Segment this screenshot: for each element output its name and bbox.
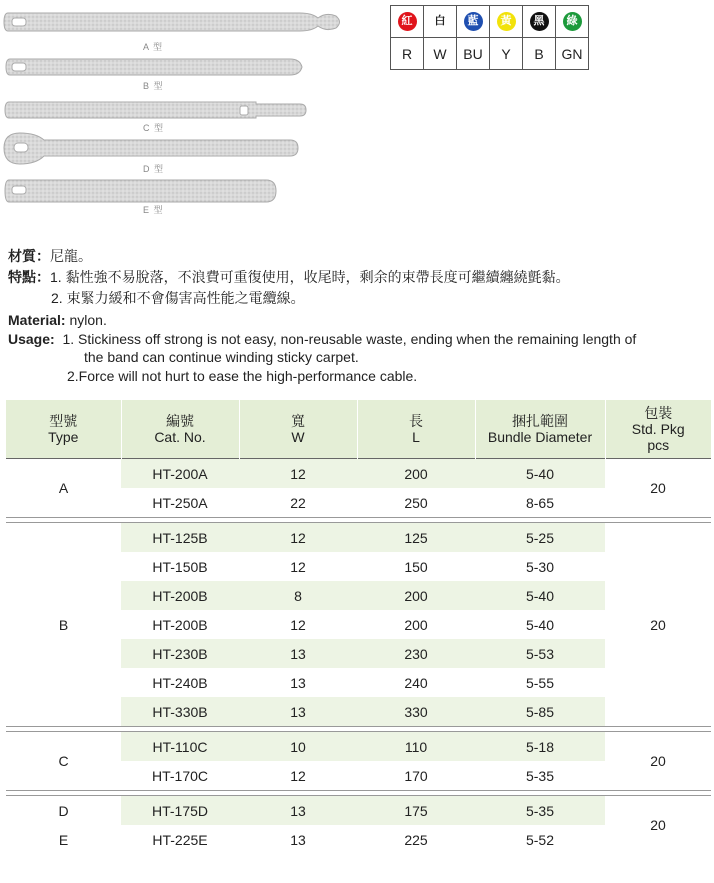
cell-l: 250 xyxy=(404,494,428,511)
strap-label-d: D 型 xyxy=(143,164,165,174)
cell-w: 12 xyxy=(239,459,357,489)
pkg-cell: 20 xyxy=(605,796,711,855)
type-cell: D xyxy=(6,796,121,826)
cell-w: 12 xyxy=(290,616,306,633)
cell-d: 5-52 xyxy=(525,831,555,848)
color-swatch-cell xyxy=(391,6,424,38)
material-cn-value: 尼龍。 xyxy=(50,248,92,264)
material-en-label: Material: xyxy=(8,312,66,328)
usage-en-line-2: 2.Force will not hurt to ease the high-performance cable. xyxy=(67,368,418,384)
cell-cat: HT-125B xyxy=(121,523,239,553)
spec-table xyxy=(6,400,711,854)
cell-cat: HT-330B xyxy=(121,697,239,727)
type-cell: E xyxy=(6,825,121,854)
color-code-cell: Y xyxy=(490,38,523,70)
cell-d: 5-85 xyxy=(475,697,605,727)
usage-en-line-1 xyxy=(8,330,636,348)
spec-header-cell xyxy=(239,400,357,459)
usage-en-line-1b: the band can continue winding sticky carpet. xyxy=(84,349,359,365)
cell-l: 150 xyxy=(404,558,428,575)
strap-label-a: A 型 xyxy=(143,42,164,52)
header-en: Bundle Diameter xyxy=(487,429,593,445)
header-cn: 編號 xyxy=(166,413,194,429)
color-swatch-cell xyxy=(556,6,589,38)
color-code-table xyxy=(390,5,589,70)
header-cn: 捆扎範圍 xyxy=(512,413,568,429)
strap-illustrations xyxy=(0,0,340,225)
cell-cat: HT-200B xyxy=(121,581,239,610)
cell-l: 200 xyxy=(357,581,475,610)
cell-w: 13 xyxy=(239,796,357,826)
material-cn-label: 材質： xyxy=(8,248,50,264)
pkg-cell: 20 xyxy=(605,732,711,791)
cell-cat: HT-110C xyxy=(121,732,239,762)
cell-cat: HT-240B xyxy=(152,674,208,691)
header-en-unit: pcs xyxy=(647,437,670,453)
cell-cat: HT-200B xyxy=(152,616,208,633)
spec-header-cell xyxy=(475,400,605,459)
header-en: Std. Pkg xyxy=(631,421,685,437)
cell-l: 110 xyxy=(357,732,475,762)
header-en: L xyxy=(412,429,420,445)
material-en-value: nylon. xyxy=(69,312,107,328)
table-row xyxy=(6,459,711,489)
color-code-cell: R xyxy=(391,38,424,70)
feature-cn-line-1 xyxy=(8,268,570,286)
cell-w: 13 xyxy=(290,674,306,691)
color-swatch-dot: 黑 xyxy=(530,12,549,31)
cell-d: 5-35 xyxy=(475,796,605,826)
pkg-cell: 20 xyxy=(605,459,711,518)
cell-d: 5-40 xyxy=(475,581,605,610)
cell-w: 22 xyxy=(290,494,306,511)
header-en: Cat. No. xyxy=(154,429,206,445)
cell-w: 10 xyxy=(239,732,357,762)
color-code-row xyxy=(391,38,589,70)
cell-l: 225 xyxy=(404,831,428,848)
color-code-cell: BU xyxy=(457,38,490,70)
color-swatch-dot: 黃 xyxy=(497,12,516,31)
cell-cat: HT-150B xyxy=(152,558,208,575)
color-swatch-dot: 綠 xyxy=(563,12,582,31)
feature-cn-1: 1. 黏性強不易脫落，不浪費可重復使用，收尾時，剩余的束帶長度可繼續纏繞氈黏。 xyxy=(50,269,570,285)
feature-cn-label: 特點： xyxy=(8,269,50,285)
type-cell: B xyxy=(6,523,121,727)
cell-d: 5-18 xyxy=(475,732,605,762)
cell-w: 8 xyxy=(239,581,357,610)
strap-drawings xyxy=(0,0,340,225)
cell-l: 240 xyxy=(404,674,428,691)
table-row xyxy=(6,796,711,826)
strap-a-drawing xyxy=(4,13,340,31)
cell-d: 5-40 xyxy=(525,616,555,633)
cell-cat: HT-200A xyxy=(121,459,239,489)
type-cell: A xyxy=(6,459,121,518)
cell-l: 175 xyxy=(357,796,475,826)
spec-header-row xyxy=(6,400,711,459)
cell-l: 125 xyxy=(357,523,475,553)
cell-l: 330 xyxy=(357,697,475,727)
color-code-cell: B xyxy=(523,38,556,70)
strap-label-e: E 型 xyxy=(143,205,164,215)
feature-cn-line-2: 2. 束緊力緩和不會傷害高性能之電纜線。 xyxy=(51,290,305,306)
cell-w: 12 xyxy=(239,523,357,553)
strap-c-drawing xyxy=(5,102,306,118)
cell-cat: HT-225E xyxy=(152,831,208,848)
material-en-line xyxy=(8,311,107,329)
color-code-cell: W xyxy=(424,38,457,70)
usage-en-1a: 1. Stickiness off strong is not easy, non-reusable waste, ending when the remaining length of xyxy=(62,331,637,347)
cell-w: 12 xyxy=(290,767,306,784)
type-cell: C xyxy=(6,732,121,791)
spec-body xyxy=(6,459,711,855)
cell-cat: HT-230B xyxy=(121,639,239,668)
color-swatch-cell xyxy=(424,6,457,38)
cell-d: 5-35 xyxy=(525,767,555,784)
strap-label-c: C 型 xyxy=(143,123,165,133)
spec-header-cell xyxy=(357,400,475,459)
spec-header-cell xyxy=(6,400,121,459)
cell-l: 200 xyxy=(357,459,475,489)
strap-e-drawing xyxy=(5,180,276,202)
strap-d-drawing xyxy=(4,133,298,164)
cell-d: 5-40 xyxy=(475,459,605,489)
header-en: W xyxy=(291,429,305,445)
color-swatch-row xyxy=(391,6,589,38)
cell-cat: HT-170C xyxy=(151,767,209,784)
cell-d: 5-25 xyxy=(475,523,605,553)
pkg-cell: 20 xyxy=(605,523,711,727)
cell-w: 13 xyxy=(290,831,306,848)
spec-header-cell xyxy=(121,400,239,459)
spec-header-cell xyxy=(605,400,711,459)
cell-d: 8-65 xyxy=(525,494,555,511)
header-cn: 型號 xyxy=(49,413,78,429)
cell-l: 170 xyxy=(404,767,428,784)
color-swatch-cell xyxy=(490,6,523,38)
cell-l: 200 xyxy=(404,616,428,633)
color-swatch-dot: 藍 xyxy=(464,12,483,31)
table-row xyxy=(6,732,711,762)
color-swatch-dot: 白 xyxy=(431,12,450,31)
cell-d: 5-30 xyxy=(525,558,555,575)
color-swatch-dot: 紅 xyxy=(398,12,417,31)
cell-d: 5-55 xyxy=(525,674,555,691)
table-row xyxy=(6,523,711,553)
strap-b-drawing xyxy=(6,59,302,75)
header-cn: 包裝 xyxy=(644,405,673,421)
header-cn: 寬 xyxy=(291,413,305,429)
header-cn: 長 xyxy=(409,413,423,429)
usage-en-label: Usage: xyxy=(8,331,55,347)
strap-label-b: B 型 xyxy=(143,81,164,91)
color-code-cell: GN xyxy=(556,38,589,70)
cell-d: 5-53 xyxy=(475,639,605,668)
cell-l: 230 xyxy=(357,639,475,668)
cell-w: 13 xyxy=(239,697,357,727)
material-cn-line xyxy=(8,247,92,265)
cell-w: 12 xyxy=(290,558,306,575)
color-swatch-cell xyxy=(523,6,556,38)
cell-cat: HT-250A xyxy=(152,494,208,511)
cell-w: 13 xyxy=(239,639,357,668)
color-swatch-cell xyxy=(457,6,490,38)
header-en: Type xyxy=(48,429,79,445)
cell-cat: HT-175D xyxy=(121,796,239,826)
